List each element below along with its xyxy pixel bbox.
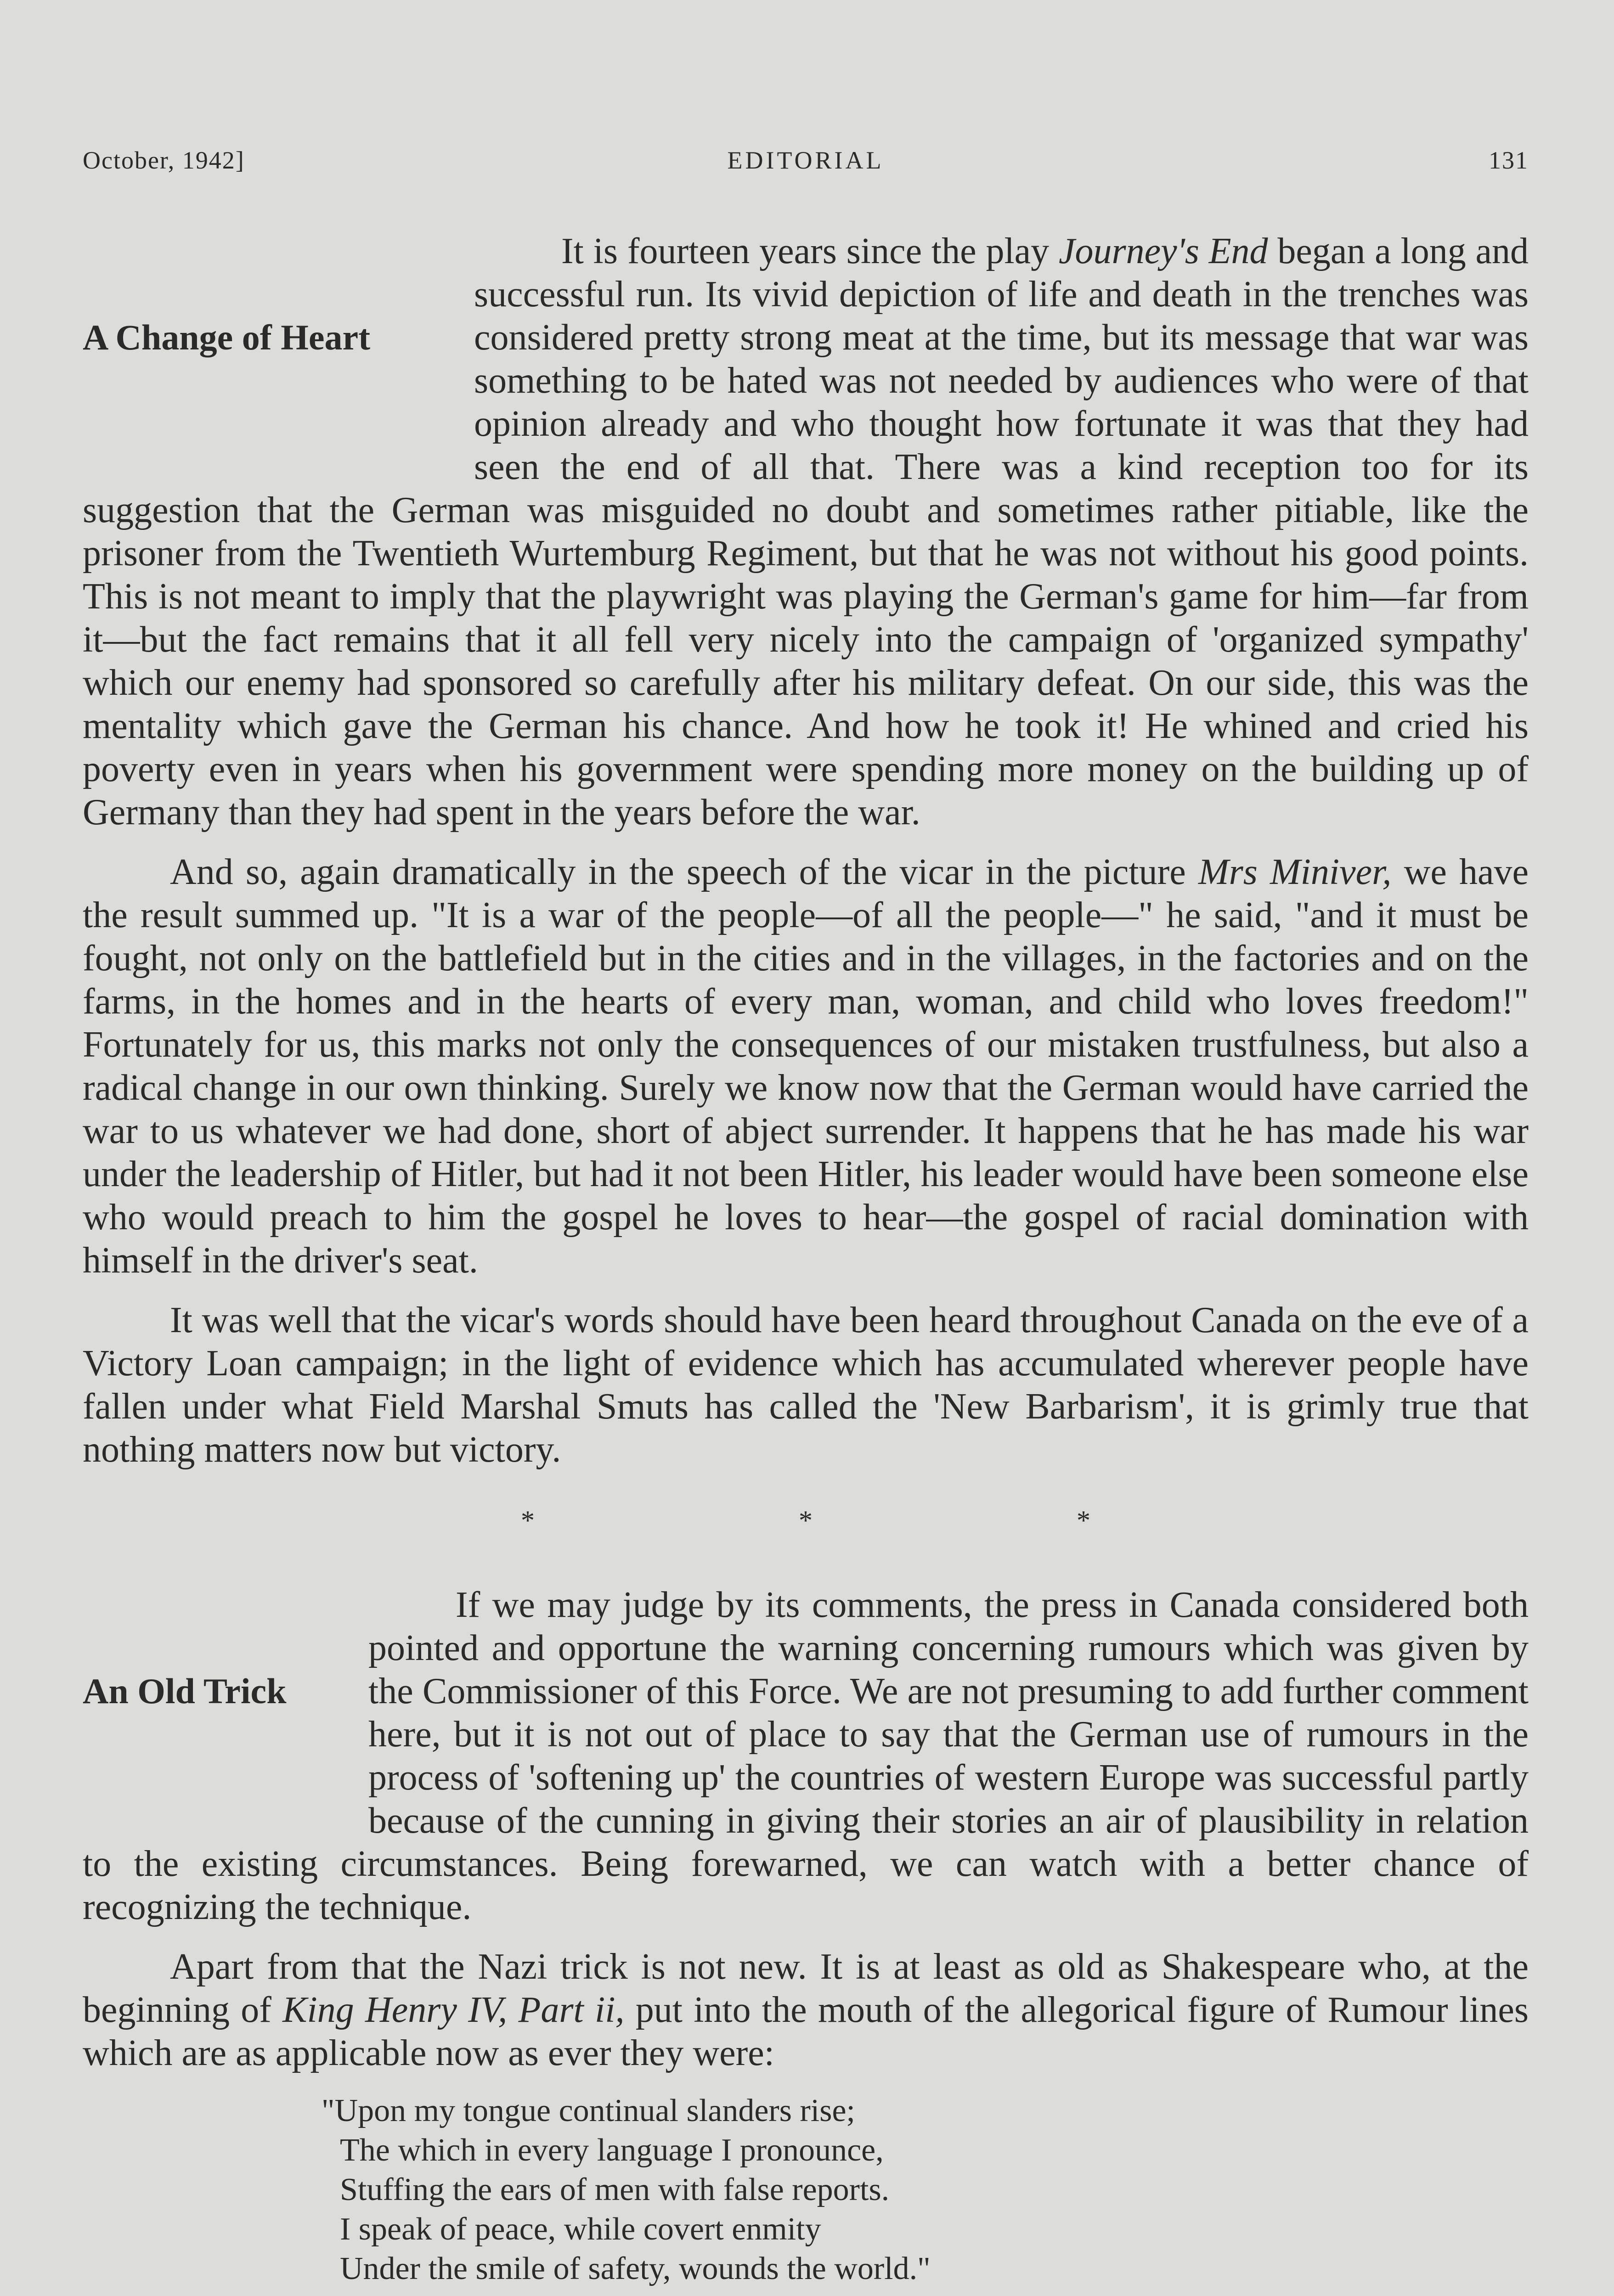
verse-line: "Upon my tongue continual slanders rise; xyxy=(322,2093,855,2128)
running-header xyxy=(83,146,1529,183)
page-number: 131 xyxy=(1489,146,1529,174)
header-section-title: EDITORIAL xyxy=(727,146,884,174)
quoted-verse xyxy=(322,2091,1529,2289)
text-run: It is fourteen years since the play xyxy=(561,231,1059,271)
verse-line: Under the smile of safety, wounds the world." xyxy=(340,2251,931,2286)
text-run: If we may judge by its comments, the press in Canada considered both pointed and opportune the warning concerning rumours which was given by the Commissioner of this Force. We are not presuming to add further comment here, but it is not out of place to say that the German use of rumours in the process of 'softening up' the countries of western Europe was successful partly because of the cunning in giving their stories an air of plausibility in relation to the existing circumstances. Being forewarned, we can watch with a better chance of recognizing the technique. xyxy=(83,1585,1529,1927)
text-run: And so, again dramatically in the speech of the vicar in the picture xyxy=(170,852,1198,892)
text-run: began a long and successful run. Its vivid depiction of life and death in the trenches was considered pretty strong meat at the time, but its message that war was something to be hated was not needed by audiences who were of that opinion already and who thought how fortunate it was that they had seen the end of all that. There was a kind reception too for its suggestion that the German was misguided no doubt and sometimes rather pitiable, like the prisoner from the Twentieth Wurtemburg Regiment, but that he was not without his good points. This is not meant to imply that the playwright was playing the German's game for him—far from it—but the fact remains that it all fell very nicely into the campaign of 'organized sympathy' which our enemy had sponsored so carefully after his military defeat. On our side, this was the mentality which gave the German his chance. And how he took it! He whined and cried his poverty even in years when his government were spending more money on the building up of Germany than they had spent in the years before the war. xyxy=(83,231,1529,833)
film-title: Mrs Miniver, xyxy=(1198,852,1392,892)
article-body xyxy=(83,230,1529,2289)
header-date: October, 1942] xyxy=(83,146,245,174)
section-separator: * * * xyxy=(521,1505,1219,1536)
paragraph xyxy=(83,230,1529,834)
play-title: Journey's End xyxy=(1058,231,1268,271)
sidenote-heading: An Old Trick xyxy=(83,1671,287,1711)
play-title: King Henry IV, Part ii, xyxy=(282,1990,625,2030)
paragraph xyxy=(83,1945,1529,2075)
text-run: put into the mouth of the allegorical figure of Rumour lines which are as applicable now as ever they were: xyxy=(83,1990,1529,2073)
verse-line: The which in every language I pronounce, xyxy=(340,2133,884,2168)
verse-line: I speak of peace, while covert enmity xyxy=(340,2212,821,2247)
paragraph: It was well that the vicar's words should have been heard throughout Canada on the eve of a Victory Loan campaign; in the light of evidence which has accumulated wherever people have fallen under what Field Marshal Smuts has called the 'New Barbarism', it is grimly true that nothing matters now but victory. xyxy=(83,1300,1529,1470)
paragraph xyxy=(83,1583,1529,1929)
sidenote-heading: A Change of Heart xyxy=(83,317,371,357)
verse-line: Stuffing the ears of men with false reports. xyxy=(340,2172,890,2207)
paragraph xyxy=(83,850,1529,1282)
text-run: we have the result summed up. "It is a war of the people—of all the people—" he said, "and it must be fought, not only on the battlefield but in the cities and in the villages, in the factories and on the farms, in the homes and in the hearts of every man, woman, and child who loves freedom!" Fortunately for us, this marks not only the consequences of our mistaken trustfulness, but also a radical change in our own thinking. Surely we know now that the German would have carried the war to us whatever we had done, short of abject surrender. It happens that he has made his war under the leadership of Hitler, but had it not been Hitler, his leader would have been someone else who would preach to him the gospel he loves to hear—the gospel of racial domination with himself in the driver's seat. xyxy=(83,852,1529,1281)
text-run: Apart from that the Nazi trick is not new. It is at least as old as Shakespeare who, at the beginning of xyxy=(83,1947,1529,2030)
